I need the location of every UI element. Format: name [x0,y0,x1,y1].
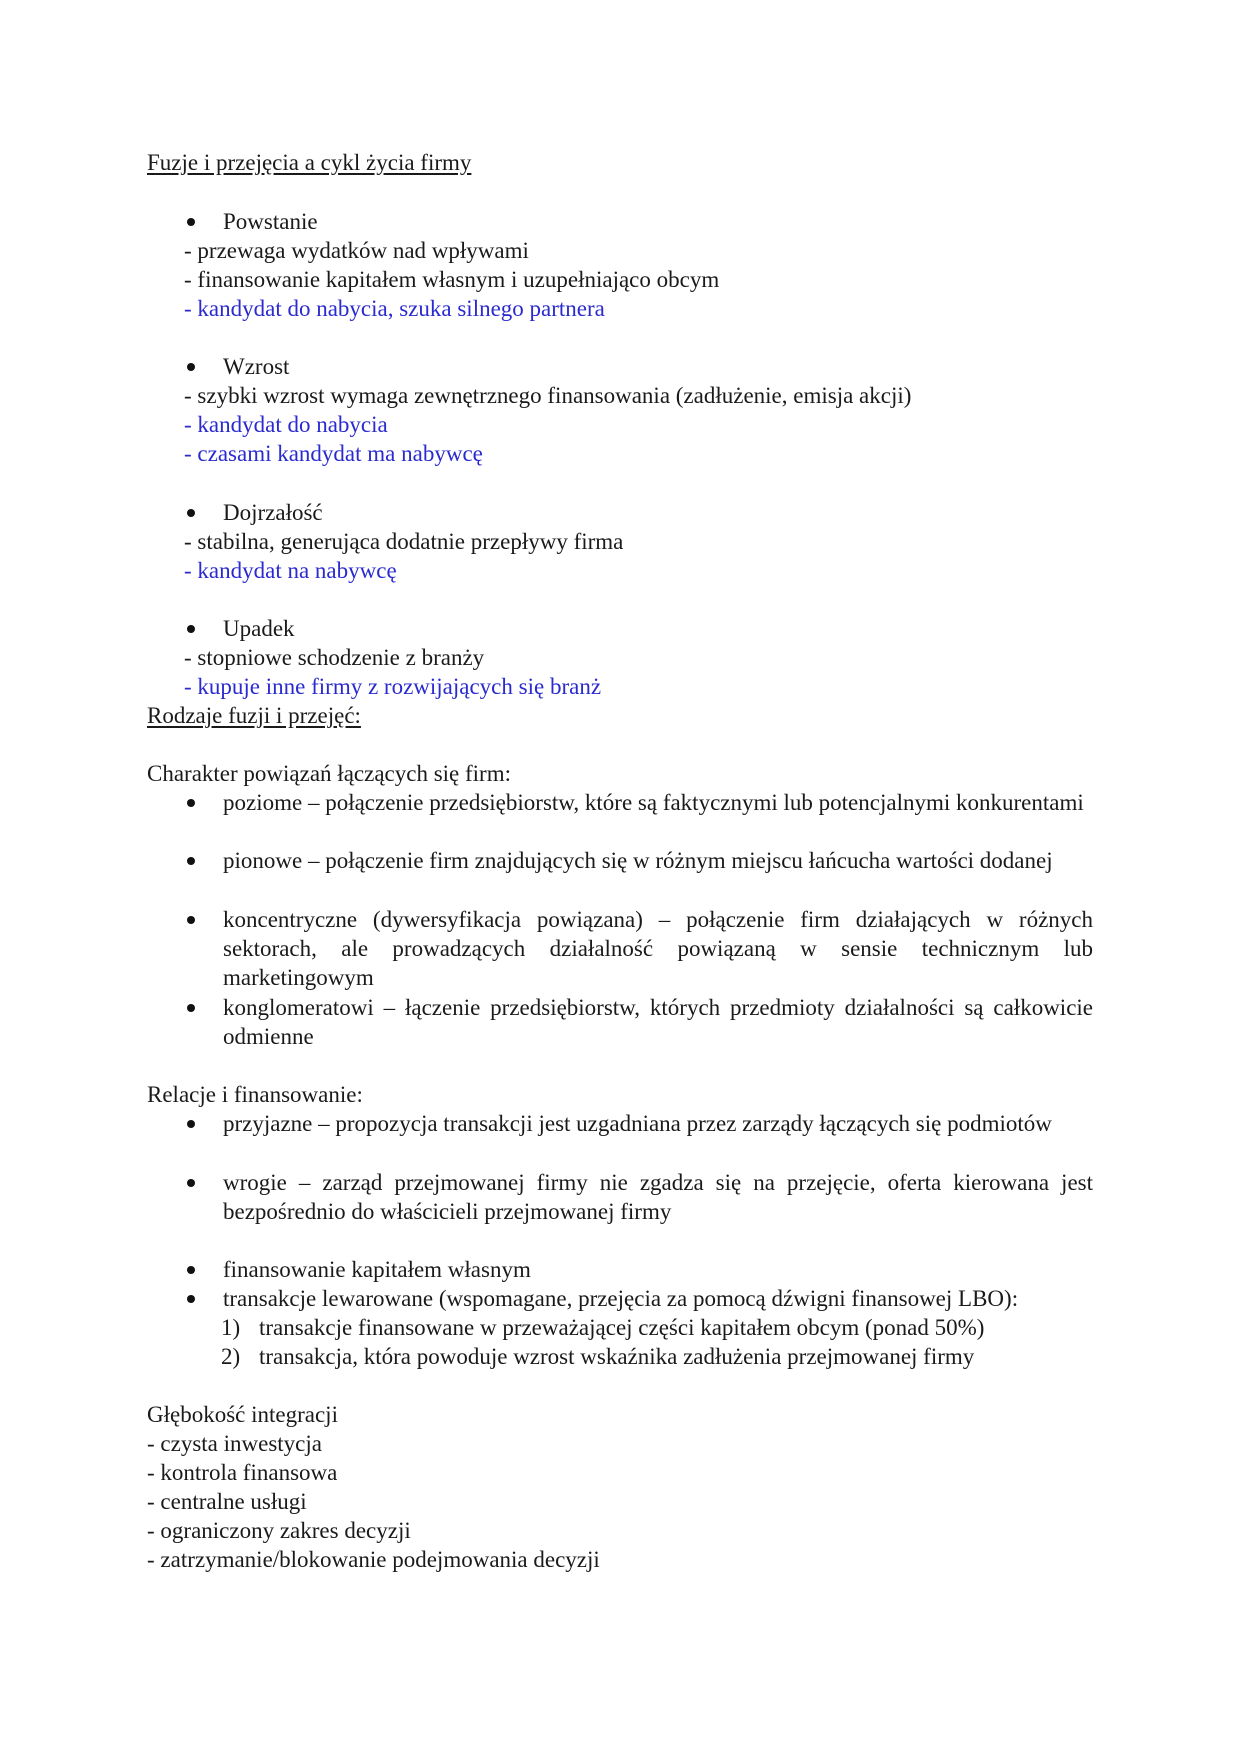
bullet-icon [187,799,195,807]
document-title: Fuzje i przejęcia a cykl życia firmy [147,150,472,175]
bullet-icon [187,625,195,633]
numbered-marker: 1) [221,1315,241,1340]
list-item: wrogie – zarząd przejmowanej firmy nie zgadza się na przejęcie, oferta kierowana jest bezpośrednio do właścicieli przejmowanej firmy [223,1170,1093,1224]
list-line: - ograniczony zakres decyzji [147,1518,411,1543]
list-line: - stopniowe schodzenie z branży [184,645,485,670]
list-item: transakcje lewarowane (wspomagane, przejęcia za pomocą dźwigni finansowej LBO): [223,1286,1019,1311]
bullet-icon [187,1004,195,1012]
list-item: finansowanie kapitałem własnym [223,1257,531,1282]
list-item: poziome – połączenie przedsiębiorstw, które są faktycznymi lub potencjalnymi konkurentami [223,790,1084,815]
numbered-item: transakcje finansowane w przeważającej części kapitałem obcym (ponad 50%) [259,1315,985,1340]
section-heading-integracja: Głębokość integracji [147,1402,338,1427]
bullet-icon [187,916,195,924]
list-item: przyjazne – propozycja transakcji jest uzgadniana przez zarządy łączących się podmiotów [223,1111,1052,1136]
list-line: - finansowanie kapitałem własnym i uzupełniająco obcym [184,267,720,292]
highlight-line: - kandydat do nabycia [184,412,388,437]
numbered-marker: 2) [221,1344,241,1369]
bullet-icon [187,509,195,517]
section-heading-upadek: Upadek [223,616,295,641]
section-heading-wzrost: Wzrost [223,354,290,379]
section-heading-dojrzalosc: Dojrzałość [223,500,323,525]
list-line: - stabilna, generująca dodatnie przepływy firma [184,529,624,554]
highlight-line: - czasami kandydat ma nabywcę [184,441,483,466]
bullet-icon [187,218,195,226]
highlight-line: - kupuje inne firmy z rozwijających się branż [184,674,602,699]
bullet-icon [187,1295,195,1303]
bullet-icon [187,857,195,865]
numbered-item: transakcja, która powoduje wzrost wskaźnika zadłużenia przejmowanej firmy [259,1344,975,1369]
list-line: - szybki wzrost wymaga zewnętrznego finansowania (zadłużenie, emisja akcji) [184,383,912,408]
list-line: - przewaga wydatków nad wpływami [184,238,529,263]
bullet-icon [187,1179,195,1187]
highlight-line: - kandydat do nabycia, szuka silnego partnera [184,296,605,321]
list-line: - centralne usługi [147,1489,307,1514]
section-heading-powstanie: Powstanie [223,209,318,234]
highlight-line: - kandydat na nabywcę [184,558,397,583]
section-heading-relacje: Relacje i finansowanie: [147,1082,363,1107]
list-line: - czysta inwestycja [147,1431,322,1456]
section-heading-charakter: Charakter powiązań łączących się firm: [147,761,511,786]
list-item: pionowe – połączenie firm znajdujących się w różnym miejscu łańcucha wartości dodanej [223,848,1053,873]
section-title-types: Rodzaje fuzji i przejęć: [147,703,361,728]
list-line: - zatrzymanie/blokowanie podejmowania decyzji [147,1547,600,1572]
list-item: koncentryczne (dywersyfikacja powiązana) – połączenie firm działających w różnych sektorach, ale prowadzących działalność powiązaną w sensie technicznym lub marketingowym [223,907,1093,990]
bullet-icon [187,1266,195,1274]
bullet-icon [187,1120,195,1128]
bullet-icon [187,363,195,371]
list-line: - kontrola finansowa [147,1460,338,1485]
list-item: konglomeratowi – łączenie przedsiębiorstw, których przedmioty działalności są całkowicie odmienne [223,995,1093,1049]
